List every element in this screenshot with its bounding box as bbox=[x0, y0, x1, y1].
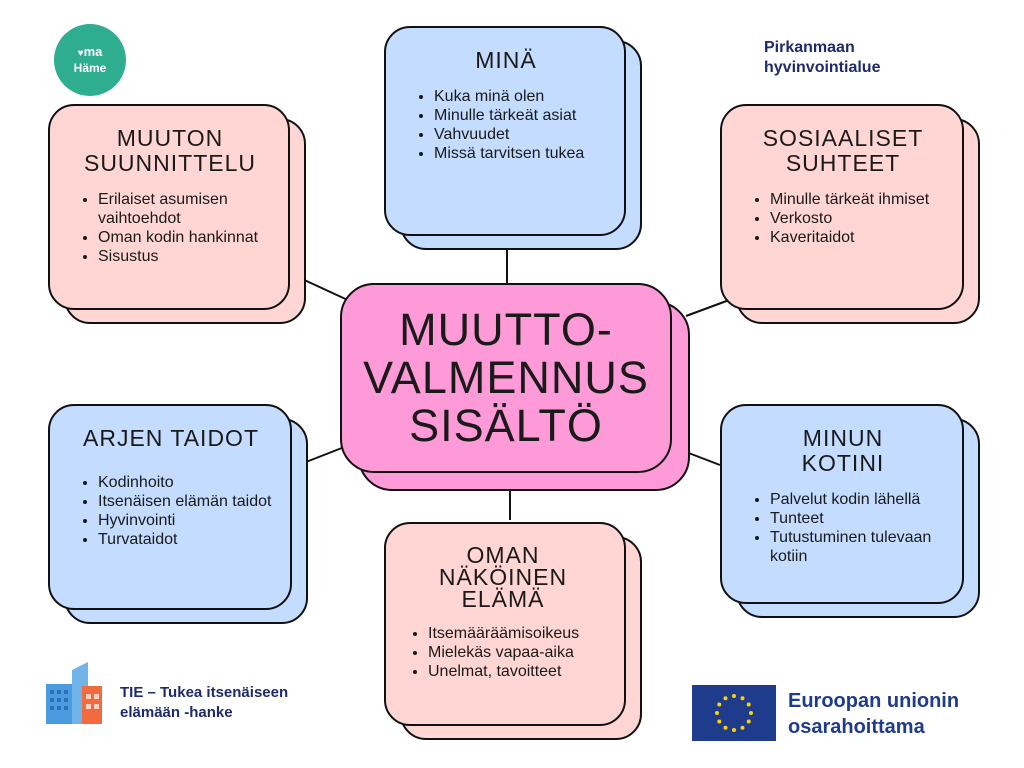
tie-project-text: TIE – Tukea itsenäiseen elämään -hanke bbox=[120, 684, 289, 721]
box-arjen-taidot bbox=[48, 404, 292, 610]
eu-star-icon bbox=[724, 726, 728, 730]
eu-star-icon bbox=[732, 694, 736, 698]
connector-minun-kotini bbox=[686, 452, 720, 465]
box-list bbox=[412, 87, 606, 163]
box-muuton-suunnittelu bbox=[48, 104, 290, 310]
list-item: • Oman kodin hankinnat bbox=[98, 228, 270, 247]
box-oman-nakoinen-elama bbox=[384, 522, 626, 726]
box-title: MUUTON SUUNNITTELU bbox=[83, 125, 256, 176]
list-item: • Mielekäs vapaa-aika bbox=[428, 643, 606, 662]
eu-star-icon bbox=[717, 720, 721, 724]
list-item: • Kaveritaidot bbox=[770, 228, 944, 247]
eu-star-icon bbox=[724, 696, 728, 700]
eu-star-icon bbox=[741, 696, 745, 700]
box-title: MINUN KOTINI bbox=[801, 425, 885, 476]
list-item: • Turvataidot bbox=[98, 530, 272, 549]
eu-star-icon bbox=[715, 711, 719, 715]
eu-star-icon bbox=[717, 703, 721, 707]
box-title: OMAN NÄKÖINEN ELÄMÄ bbox=[438, 542, 568, 612]
box-title: SOSIAALISET SUHTEET bbox=[762, 125, 924, 176]
box-title: MINÄ bbox=[475, 47, 537, 73]
list-item: • Itsemääräämisoikeus bbox=[428, 624, 606, 643]
list-item: • Kodinhoito bbox=[98, 473, 272, 492]
list-item: • Hyvinvointi bbox=[98, 511, 272, 530]
list-item: • Minulle tärkeät asiat bbox=[434, 106, 606, 125]
eu-flag-icon bbox=[692, 685, 776, 741]
buildings-logo-icon bbox=[44, 662, 104, 724]
list-item: • Missä tarvitsen tukea bbox=[434, 144, 606, 163]
list-item: • Verkosto bbox=[770, 209, 944, 228]
box-list bbox=[76, 473, 272, 549]
list-item: • Tutustuminen tulevaan kotiin bbox=[770, 528, 944, 566]
list-item: • Minulle tärkeät ihmiset bbox=[770, 190, 944, 209]
center-title: MUUTTO- VALMENNUS SISÄLTÖ bbox=[363, 304, 649, 451]
box-list bbox=[748, 190, 944, 247]
box-title: ARJEN TAIDOT bbox=[83, 425, 259, 451]
pirkanmaa-logo-text: Pirkanmaan hyvinvointialue bbox=[764, 39, 881, 76]
eu-star-icon bbox=[747, 703, 751, 707]
list-item: • Erilaiset asumisen vaihtoehdot bbox=[98, 190, 270, 228]
list-item: • Tunteet bbox=[770, 509, 944, 528]
box-sosiaaliset-suhteet bbox=[720, 104, 964, 310]
list-item: • Palvelut kodin lähellä bbox=[770, 490, 944, 509]
eu-star-icon bbox=[747, 720, 751, 724]
heart-icon: ♥ bbox=[77, 48, 84, 59]
center-box bbox=[340, 283, 672, 473]
list-item: • Vahvuudet bbox=[434, 125, 606, 144]
list-item: • Itsenäisen elämän taidot bbox=[98, 492, 272, 511]
box-list bbox=[748, 490, 944, 566]
eu-funding-text: Euroopan unionin osarahoittama bbox=[788, 690, 960, 738]
list-item: • Kuka minä olen bbox=[434, 87, 606, 106]
box-list bbox=[76, 190, 270, 266]
box-list bbox=[406, 624, 606, 681]
box-mina bbox=[384, 26, 626, 236]
box-minun-kotini bbox=[720, 404, 964, 604]
eu-star-icon bbox=[749, 711, 753, 715]
list-item: • Unelmat, tavoitteet bbox=[428, 662, 606, 681]
list-item: • Sisustus bbox=[98, 247, 270, 266]
oma-hame-logo: ♥ma Häme bbox=[54, 24, 126, 96]
eu-star-icon bbox=[741, 726, 745, 730]
eu-star-icon bbox=[732, 728, 736, 732]
